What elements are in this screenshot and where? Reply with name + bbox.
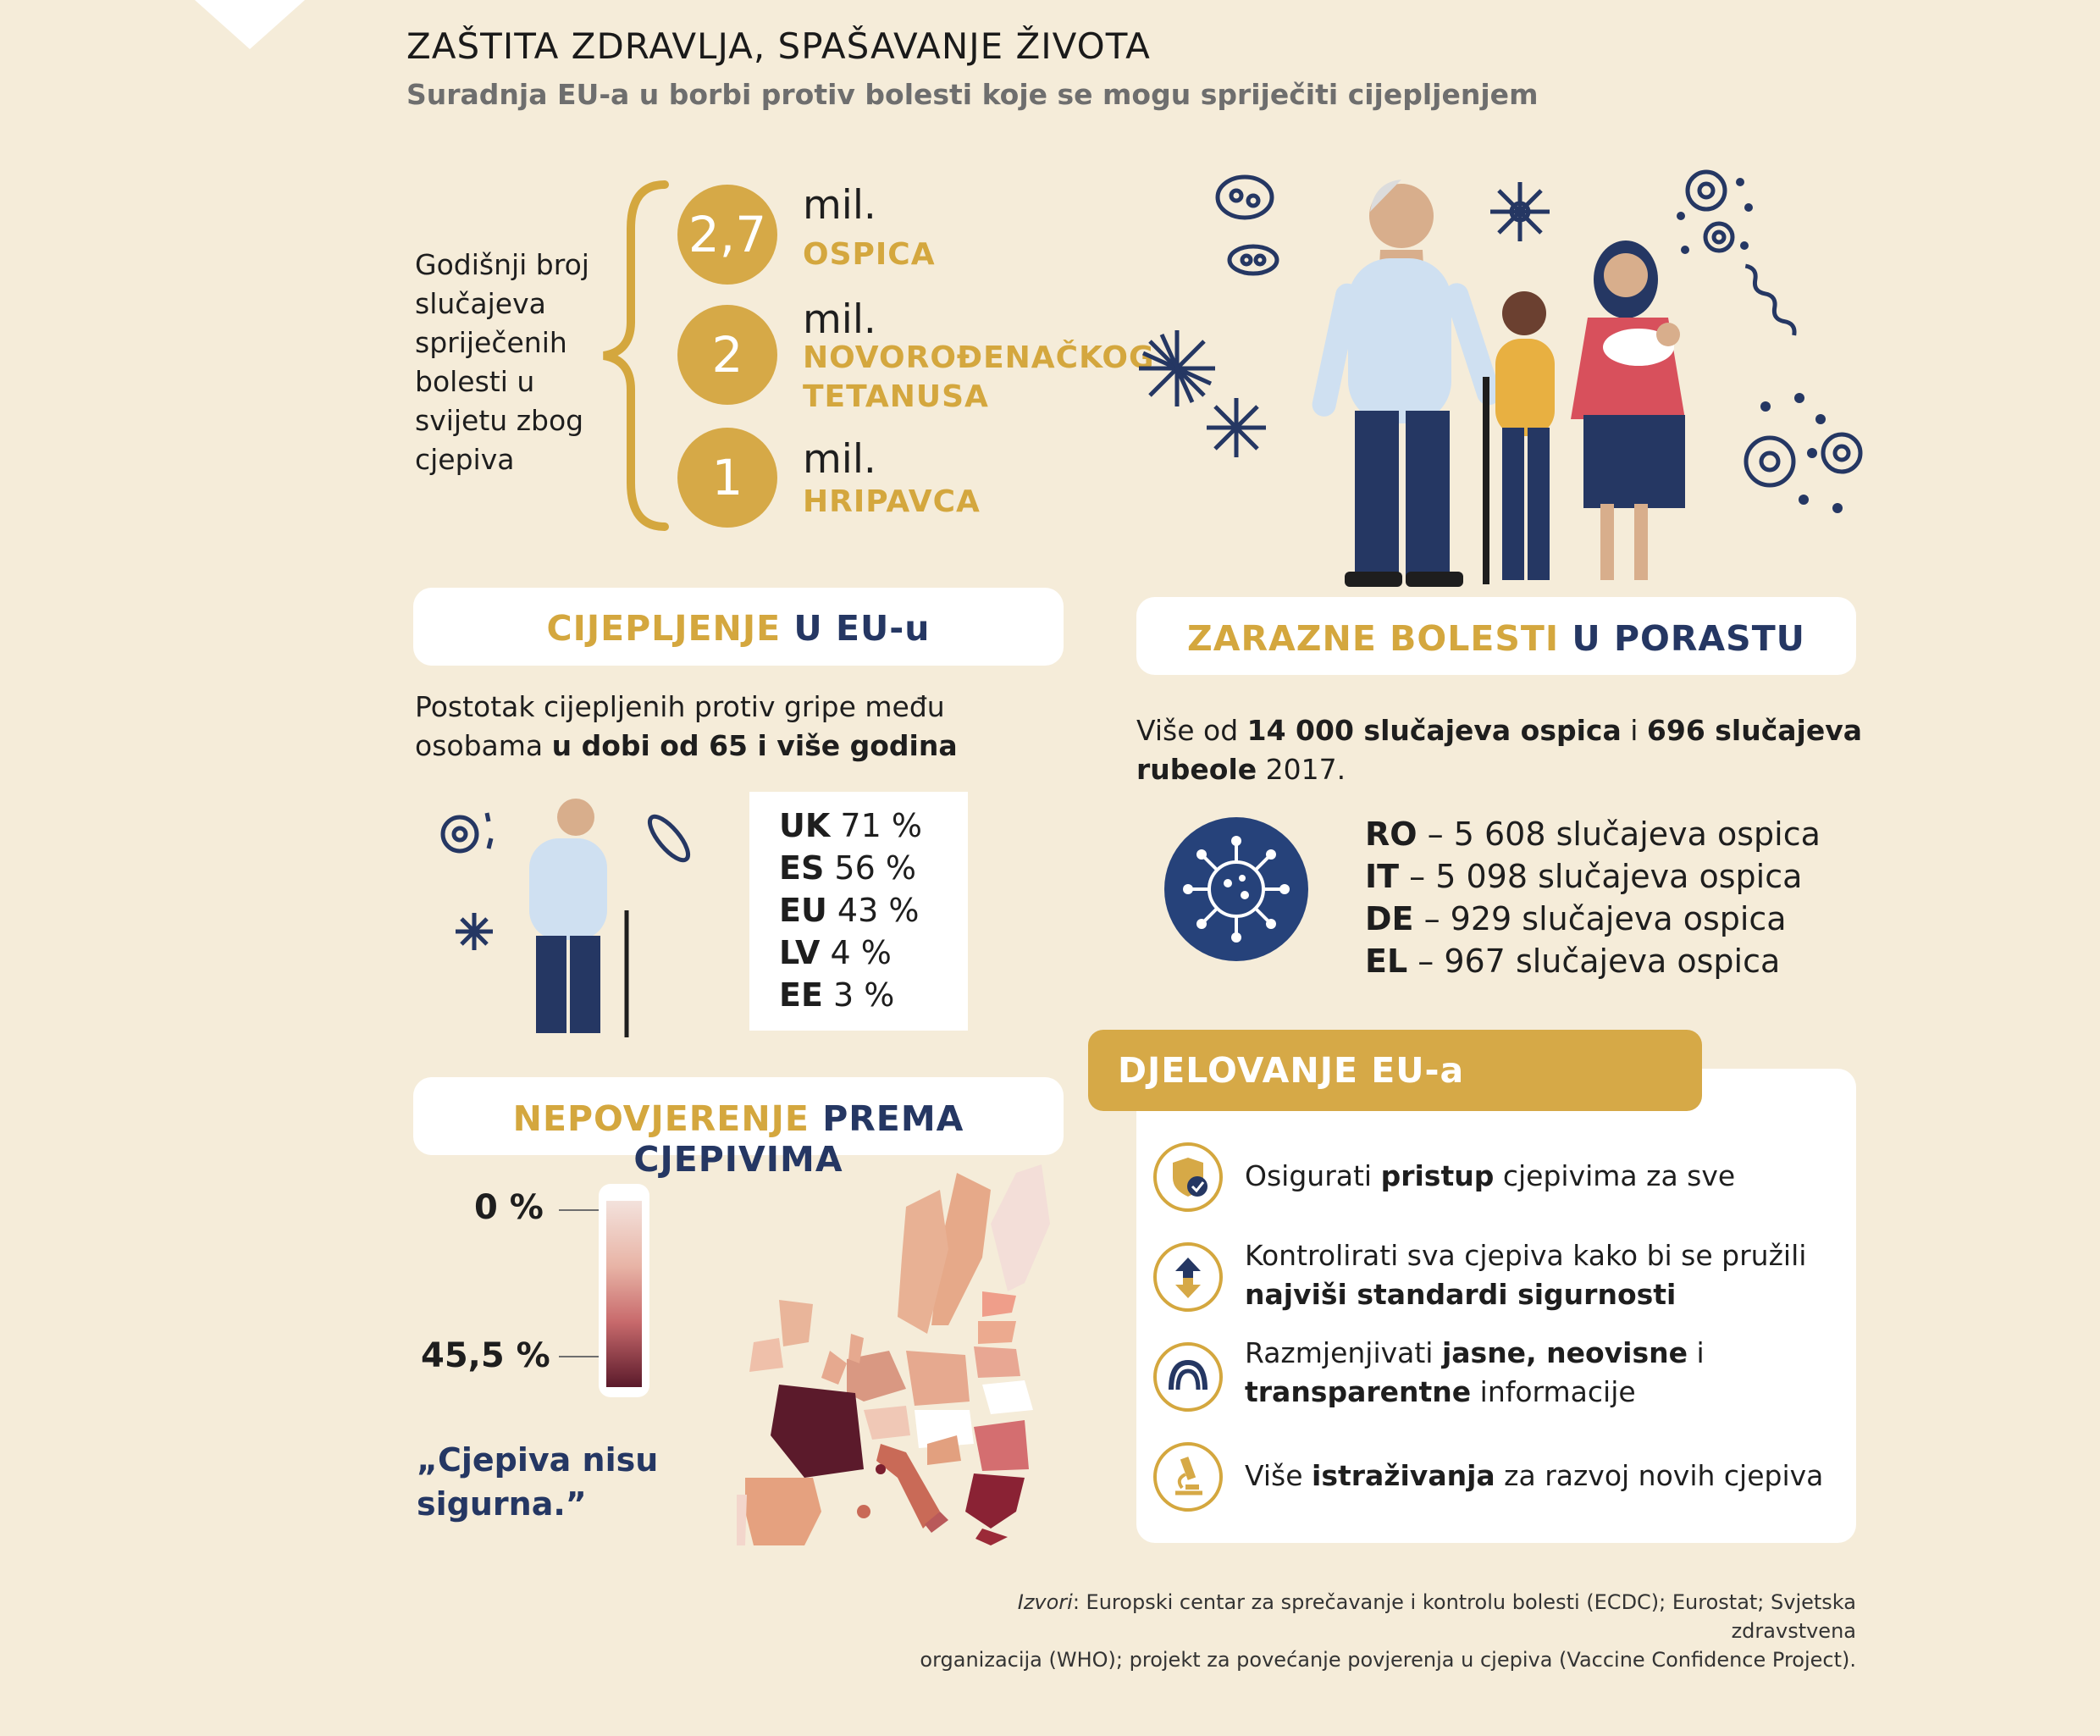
stat-circle-measles: 2,7 — [677, 185, 777, 285]
stat-unit-pertussis: mil. — [803, 436, 876, 483]
virus-icon — [1164, 817, 1308, 961]
distrust-quote: „Cjepiva nisu sigurna.” — [417, 1441, 659, 1523]
broadcast-icon — [1153, 1342, 1223, 1412]
elderly-man-illustration — [428, 796, 699, 1042]
rate-row: EE 3 % — [779, 976, 895, 1014]
vaccination-description: Postotak cijepljenih protiv gripe među osobama u dobi od 65 i više godina — [415, 690, 958, 762]
measles-country-list — [1365, 813, 1821, 982]
curly-brace — [597, 178, 673, 534]
distrust-title: NEPOVJERENJE PREMA CJEPIVIMA — [512, 1098, 964, 1180]
diseases-title: ZARAZNE BOLESTI U PORASTU — [1187, 618, 1805, 659]
diseases-description: Više od 14 000 slučajeva ospica i 696 slučajeva rubeole 2017. — [1136, 714, 1863, 786]
stat-disease-tetanus: NOVOROĐENAČKOG TETANUSA — [803, 340, 1155, 414]
rate-row: ES 56 % — [779, 849, 916, 887]
virus-icon — [1139, 172, 1860, 485]
corner-chevron — [195, 0, 305, 51]
mother-figure — [1571, 240, 1685, 580]
country-row: EL – 967 slučajeva ospica — [1365, 943, 1781, 980]
prevented-label: Godišnji broj slučajeva spriječenih bolesti u svijetu zbog cjepiva — [415, 248, 589, 476]
stat-disease-pertussis: HRIPAVCA — [803, 484, 981, 519]
stat-unit-measles: mil. — [803, 182, 876, 229]
vaccination-rates-list — [779, 804, 922, 1016]
rate-row: EU 43 % — [779, 892, 920, 929]
boy-figure — [1495, 291, 1555, 580]
stat-circle-tetanus: 2 — [677, 305, 777, 405]
rate-row: LV 4 % — [779, 934, 892, 971]
country-row: DE – 929 slučajeva ospica — [1365, 900, 1787, 937]
rate-row: UK 71 % — [779, 807, 922, 844]
family-illustration — [1126, 165, 1888, 597]
shield-check-icon — [1153, 1142, 1223, 1212]
action-research: Više istraživanja za razvoj novih cjepiva — [1245, 1459, 1824, 1492]
microscope-icon — [1153, 1442, 1223, 1512]
action-safety: Kontrolirati sva cjepiva kako bi se pružili najviši standardi sigurnosti — [1245, 1239, 1807, 1311]
sources-note: Izvori: Europski centar za sprečavanje i kontrolu bolesti (ECDC); Eurostat; Svjetska zdravstvena organizacija (WHO); projekt za povećanje povjerenja u cjepiva (Vaccine Confidence Project). — [920, 1590, 1856, 1672]
stat-disease-measles: OSPICA — [803, 237, 936, 272]
action-access: Osigurati pristup cjepivima za sve — [1245, 1159, 1736, 1192]
scale-min-label: 0 % — [474, 1188, 544, 1227]
stat-unit-tetanus: mil. — [803, 296, 876, 343]
europe-map — [737, 1156, 1058, 1554]
page-subtitle: Suradnja EU-a u borbi protiv bolesti koje se mogu spriječiti cijepljenjem — [406, 78, 1539, 111]
vaccination-title: CIJEPLJENJE U EU-u — [546, 608, 931, 649]
action-information: Razmjenjivati jasne, neovisne i transparentne informacije — [1245, 1336, 1705, 1408]
distrust-gradient — [606, 1201, 642, 1387]
page-title: ZAŠTITA ZDRAVLJA, SPAŠAVANJE ŽIVOTA — [406, 25, 1151, 67]
grandfather-figure — [1310, 180, 1504, 587]
country-row: RO – 5 608 slučajeva ospica — [1365, 815, 1821, 853]
scale-max-label: 45,5 % — [421, 1336, 550, 1375]
stat-circle-pertussis: 1 — [677, 428, 777, 528]
eu-actions-title: DJELOVANJE EU-a — [1118, 1050, 1465, 1091]
country-row: IT – 5 098 slučajeva ospica — [1365, 858, 1803, 895]
arrows-up-down-icon — [1153, 1242, 1223, 1312]
